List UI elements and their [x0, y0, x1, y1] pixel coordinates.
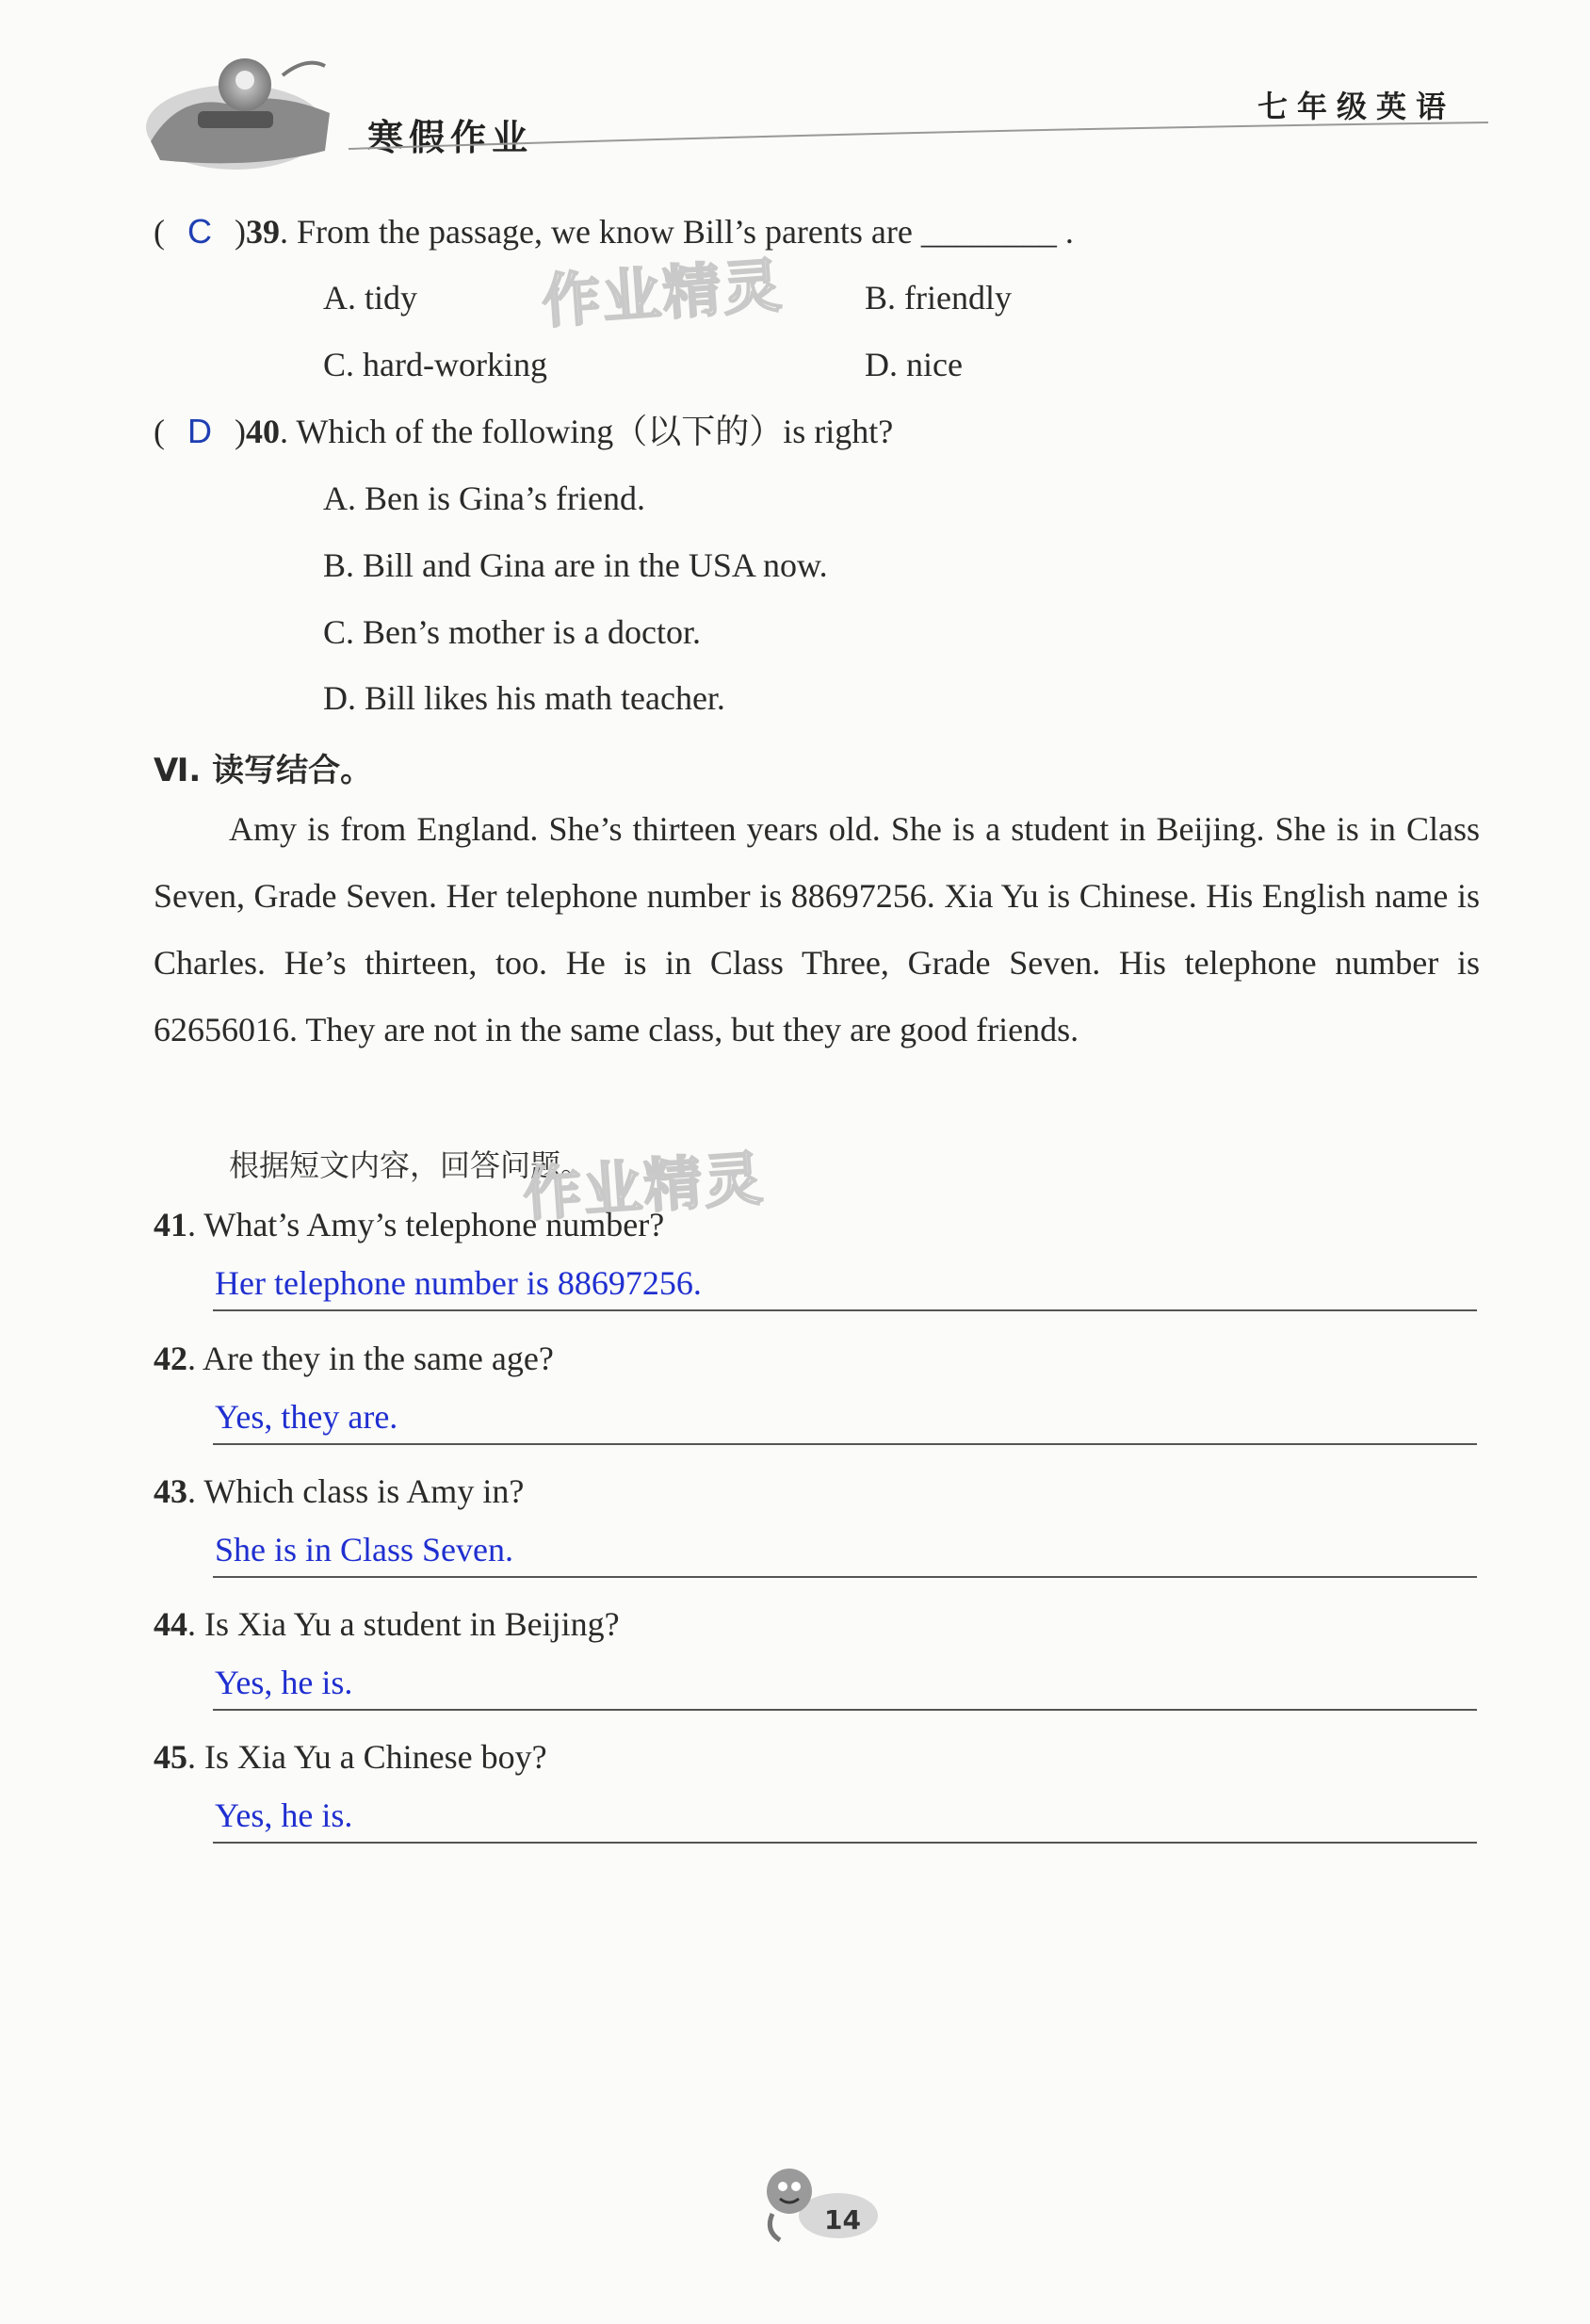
- reading-passage: Amy is from England. She’s thirteen years old. She is a student in Beijing. She is in Class Seven, Grade Seven. Her telephone number is 88697256. Xia Yu is Chinese. His English name is Charles. He’s thirteen, too. He is in Class Three, Grade Seven. His telephone number is 62656016. They are not in the same class, but they are good friends.: [154, 810, 1480, 1048]
- paren-close: ): [235, 413, 246, 450]
- question-number: 43: [154, 1472, 187, 1510]
- question-44: [154, 1607, 620, 1641]
- question-39: [154, 212, 1074, 251]
- grade-subject-label: 七年级英语: [1257, 89, 1456, 124]
- answer-line: [213, 1842, 1477, 1844]
- answer-letter: C: [187, 212, 212, 251]
- header-illustration: [141, 38, 339, 179]
- paren-close: ): [235, 213, 246, 251]
- question-text: . Is Xia Yu a Chinese boy?: [187, 1738, 547, 1776]
- workbook-title: 寒假作业: [367, 117, 534, 158]
- option-d: D. Bill likes his math teacher.: [323, 679, 725, 717]
- header-rule: [349, 121, 1488, 153]
- question-43: [154, 1474, 524, 1508]
- question-41: [154, 1208, 664, 1242]
- option-a: A. Ben is Gina’s friend.: [323, 479, 645, 517]
- option-b: B. friendly: [865, 279, 1012, 317]
- question-text: . Are they in the same age?: [187, 1340, 554, 1377]
- section-heading: Ⅵ. 读写结合。: [154, 752, 373, 789]
- answer-44: Yes, he is.: [215, 1664, 353, 1701]
- answer-line: [213, 1443, 1477, 1445]
- question-number: 39: [246, 213, 280, 251]
- paren-open: (: [154, 213, 165, 251]
- answer-line: [213, 1576, 1477, 1578]
- option-d: D. nice: [865, 346, 963, 383]
- answer-43: She is in Class Seven.: [215, 1531, 514, 1568]
- question-number: 45: [154, 1738, 187, 1776]
- watermark-logo: 作业精灵: [540, 251, 786, 336]
- answer-41: Her telephone number is 88697256.: [215, 1264, 702, 1302]
- answer-45: Yes, he is.: [215, 1796, 353, 1834]
- paren-open: (: [154, 413, 165, 450]
- question-text: . What’s Amy’s telephone number?: [187, 1206, 665, 1243]
- option-c: C. Ben’s mother is a doctor.: [323, 613, 701, 651]
- option-a: A. tidy: [323, 279, 418, 317]
- question-45: [154, 1740, 547, 1774]
- question-stem: . Which of the following（以下的）is right?: [280, 413, 894, 450]
- page-number: 14: [824, 2204, 861, 2235]
- answer-42: Yes, they are.: [215, 1398, 398, 1436]
- option-b: B. Bill and Gina are in the USA now.: [323, 546, 828, 584]
- question-number: 40: [246, 413, 280, 450]
- watermark-logo: 作业精灵: [521, 1144, 767, 1229]
- question-40: [154, 414, 893, 448]
- instruction-text: 根据短文内容，回答问题。: [229, 1147, 592, 1183]
- answer-line: [213, 1709, 1477, 1711]
- mascot-icon: [754, 2157, 885, 2247]
- question-42: [154, 1341, 554, 1375]
- option-c: C. hard-working: [323, 346, 547, 383]
- question-stem: . From the passage, we know Bill’s parents are ________ .: [280, 213, 1074, 251]
- answer-letter: D: [187, 412, 212, 450]
- question-text: . Which class is Amy in?: [187, 1472, 525, 1510]
- answer-line: [213, 1309, 1477, 1311]
- question-number: 44: [154, 1605, 187, 1643]
- question-number: 41: [154, 1206, 187, 1243]
- question-text: . Is Xia Yu a student in Beijing?: [187, 1605, 620, 1643]
- question-number: 42: [154, 1340, 187, 1377]
